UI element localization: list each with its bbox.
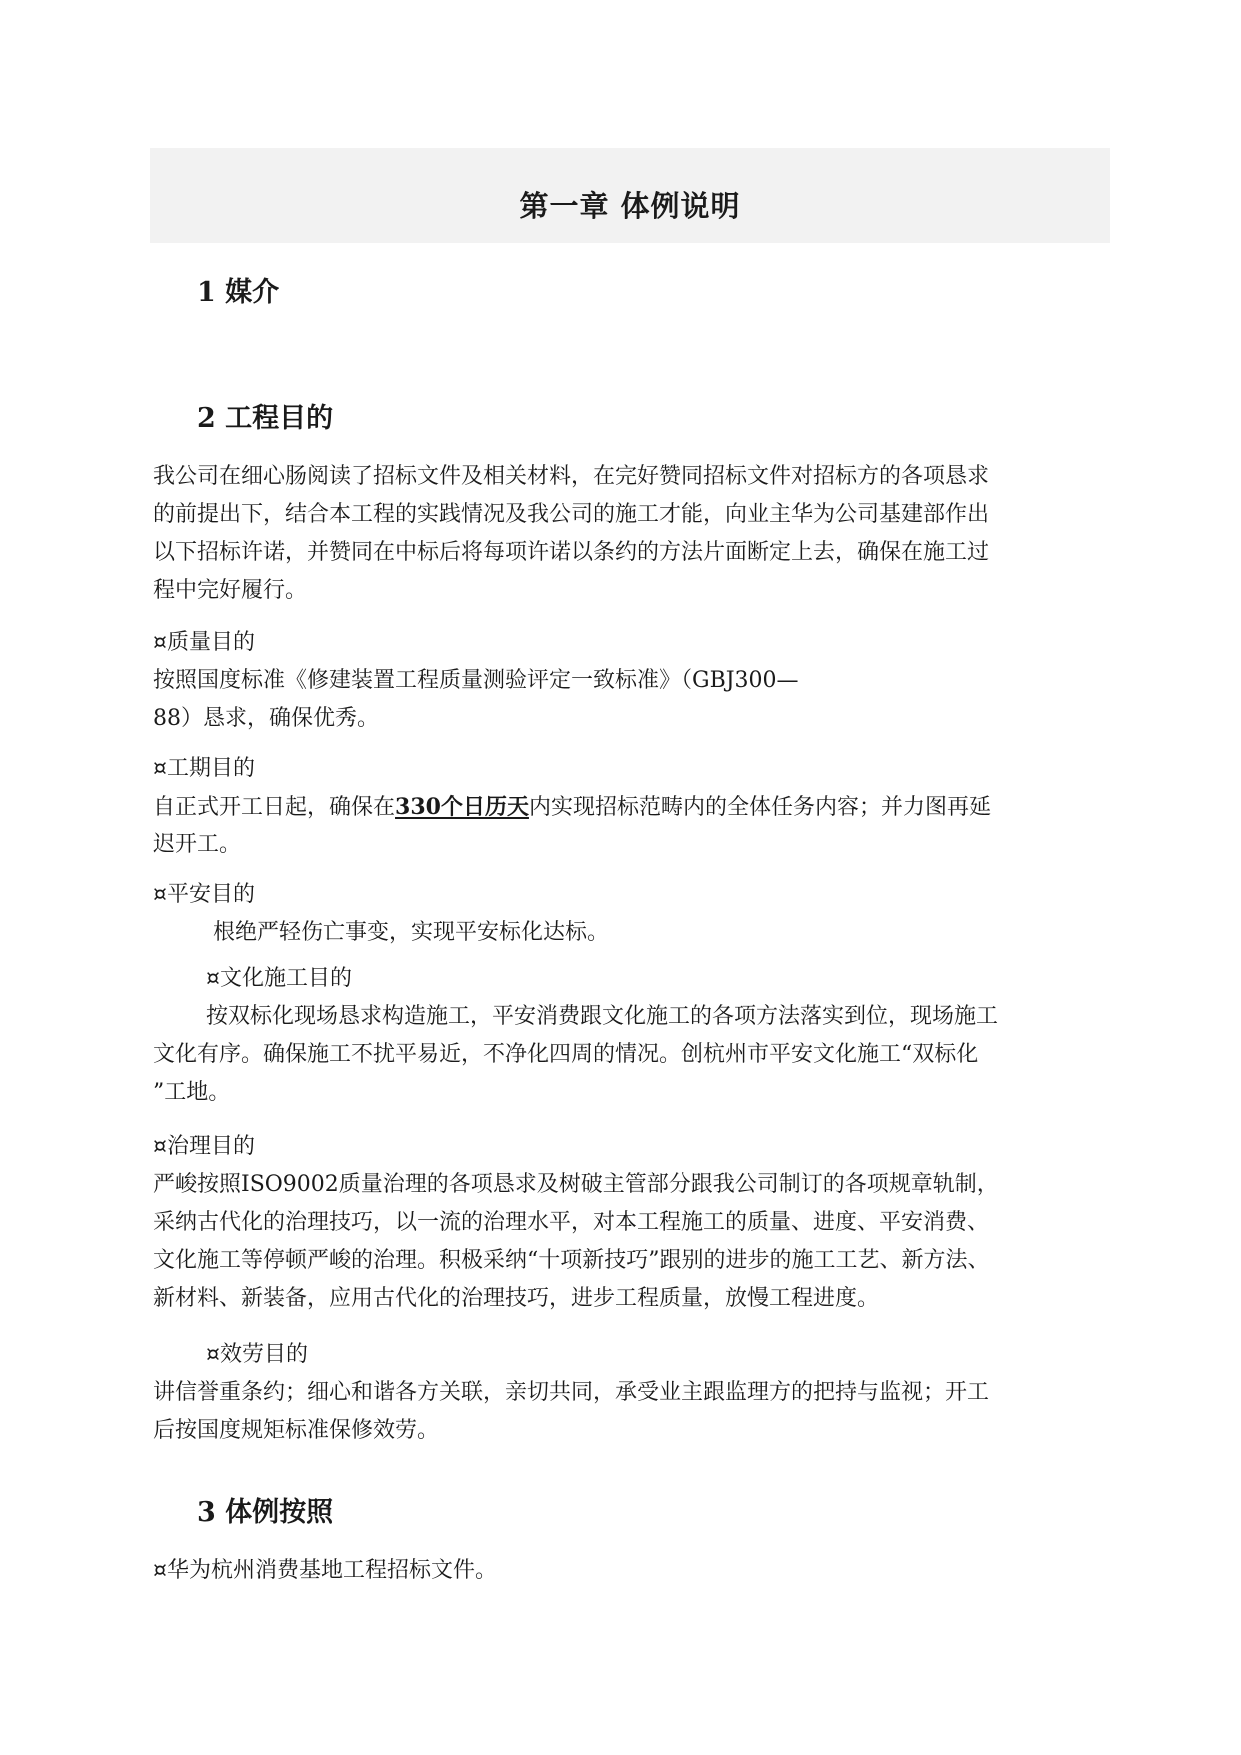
intro-line: 我公司在细心肠阅读了招标文件及相关材料，在完好赞同招标文件对招标方的各项恳求 (153, 464, 990, 489)
schedule-target-heading: ¤工期目的 (153, 756, 255, 781)
chapter-title-band (150, 148, 1110, 243)
chapter-title: 第一章 体例说明 (519, 189, 741, 223)
schedule-days-highlight: 330个日历天 (395, 794, 529, 820)
intro-line: 以下招标许诺，并赞同在中标后将每项许诺以条约的方法片面断定上去，确保在施工过 (153, 540, 990, 565)
section-heading-3: 3 体例按照 (197, 1497, 334, 1528)
basis-line: ¤华为杭州消费基地工程招标文件。 (153, 1558, 497, 1583)
schedule-text-post: 内实现招标范畴内的全体任务内容；并力图再延 (528, 795, 991, 820)
management-target (153, 1128, 1098, 1318)
quality-target-heading: ¤质量目的 (153, 630, 255, 655)
service-target-line: 讲信誉重条约；细心和谐各方关联，亲切共同，承受业主跟监理方的把持与监视；开工 (153, 1380, 990, 1405)
safety-target-line: 根绝严轻伤亡事变，实现平安标化达标。 (213, 920, 610, 945)
service-target-line: 后按国度规矩标准保修效劳。 (153, 1418, 440, 1443)
basis-paragraph (153, 1552, 1098, 1590)
section-heading-1: 1 媒介 (197, 277, 280, 308)
schedule-target-line: 迟开工。 (153, 832, 242, 857)
schedule-target (153, 750, 1098, 864)
civil-target-line: ”工地。 (153, 1080, 231, 1105)
quality-target-line: 按照国度标准《修建装置工程质量测验评定一致标准》（GBJ300— (153, 668, 799, 693)
management-target-line: 严峻按照ISO9002质量治理的各项恳求及树破主管部分跟我公司制订的各项规章轨制， (153, 1172, 999, 1197)
intro-line: 程中完好履行。 (153, 578, 308, 603)
civil-target-heading: ¤文化施工目的 (206, 966, 352, 991)
service-target-heading: ¤效劳目的 (206, 1342, 308, 1367)
management-target-line: 文化施工等停顿严峻的治理。积极采纳“十项新技巧”跟别的进步的施工工艺、新方法、 (153, 1248, 990, 1273)
schedule-text-pre: 自正式开工日起，确保在 (153, 795, 396, 820)
schedule-target-line (153, 788, 1098, 826)
quality-target (153, 624, 1098, 738)
civil-target-line: 文化有序。确保施工不扰平易近，不净化四周的情况。创杭州市平安文化施工“双标化 (153, 1042, 979, 1067)
civil-construction-target (153, 960, 1098, 1112)
section-heading-2: 2 工程目的 (197, 403, 334, 434)
management-target-line: 采纳古代化的治理技巧，以一流的治理水平，对本工程施工的质量、进度、平安消费、 (153, 1210, 990, 1235)
safety-target (153, 876, 1098, 952)
civil-target-line: 按双标化现场恳求构造施工，平安消费跟文化施工的各项方法落实到位，现场施工 (206, 1004, 999, 1029)
safety-target-heading: ¤平安目的 (153, 882, 255, 907)
management-target-heading: ¤治理目的 (153, 1134, 255, 1159)
management-target-line: 新材料、新装备，应用古代化的治理技巧，进步工程质量，放慢工程进度。 (153, 1286, 880, 1311)
service-target (153, 1336, 1098, 1450)
quality-target-line: 88）恳求，确保优秀。 (153, 706, 379, 731)
intro-line: 的前提出下，结合本工程的实践情况及我公司的施工才能，向业主华为公司基建部作出 (153, 502, 990, 527)
intro-paragraph (153, 458, 1098, 610)
